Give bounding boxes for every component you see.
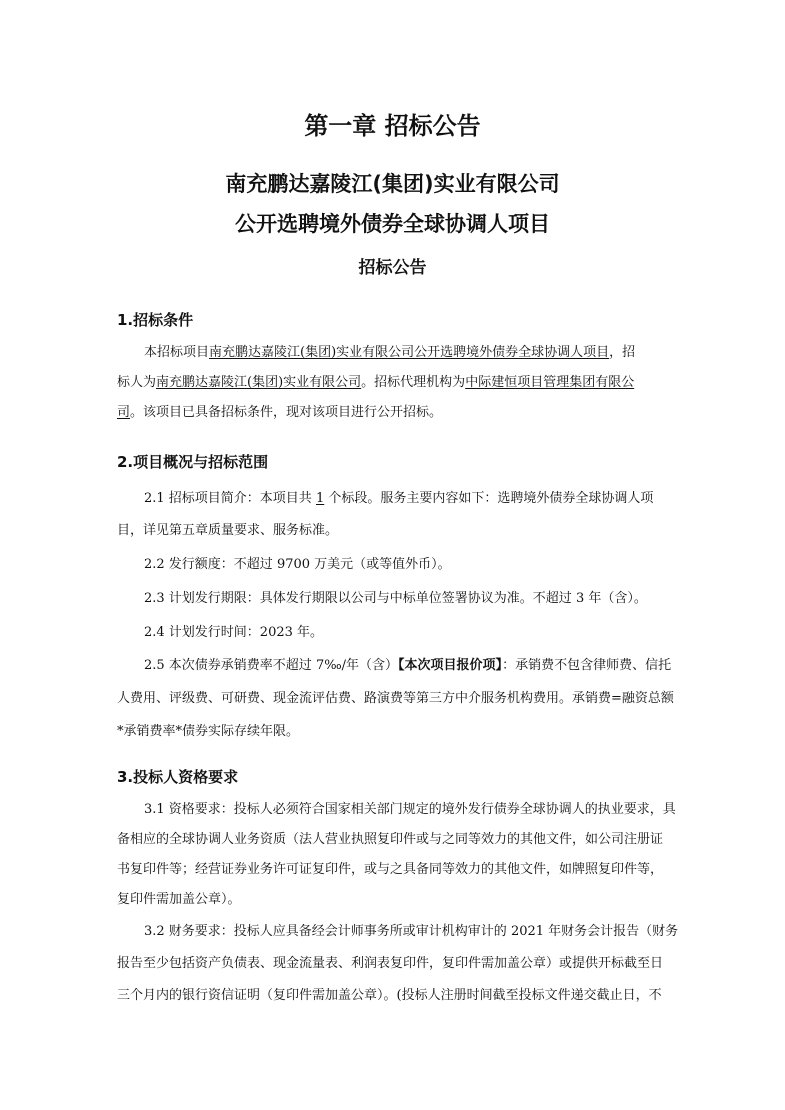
tenderer-name-underlined: 南充鹏达嘉陵江(集团)实业有限公司 — [156, 375, 362, 390]
s1-text: 。招标代理机构为 — [361, 375, 466, 390]
s2-item-2-5-cont2: *承销费率*债券实际存续年限。 — [117, 724, 300, 739]
s1-text: 。该项目已具备招标条件，现对该项目进行公开招标。 — [130, 405, 443, 420]
s3-item-3-1-cont: 备相应的全球协调人业务资质（法人营业执照复印件或与之同等效力的其他文件，如公司注册证 — [117, 832, 664, 847]
project-title: 公开选聘境外债券全球协调人项目 — [235, 212, 550, 236]
s2-item-2-2: 2.2 发行额度：不超过 9700 万美元（或等值外币）。 — [144, 557, 451, 572]
s2-item-2-3: 2.3 计划发行期限：具体发行期限以公司与中标单位签署协议为准。不超过 3 年（含）。 — [144, 591, 647, 606]
s3-item-3-1-cont2: 书复印件等；经营证券业务许可证复印件，或与之具备同等效力的其他文件，如牌照复印件等， — [117, 862, 664, 877]
s2-item-2-1 — [144, 487, 653, 506]
s1-line-1 — [144, 341, 635, 360]
section-3-heading: 3.投标人资格要求 — [117, 768, 239, 786]
s2-text: 个标段。服务主要内容如下：选聘境外债券全球协调人项 — [324, 491, 654, 506]
s1-line-3 — [117, 401, 674, 420]
s3-item-3-2-cont: 报告至少包括资产负债表、现金流量表、利润表复印件，复印件需加盖公章）或提供开标截至日 — [117, 956, 664, 971]
s1-line-2 — [117, 371, 674, 390]
s2-text: 2.1 招标项目简介：本项目共 — [144, 491, 316, 506]
agency-name-underlined: 中际建恒项目管理集团有限公 — [465, 375, 635, 390]
s2-text: ：承销费不包含律师费、信托 — [502, 658, 672, 673]
project-name-underlined: 南充鹏达嘉陵江(集团)实业有限公司公开选聘境外债券全球协调人项目 — [209, 345, 610, 360]
s2-item-2-1-cont: 目，详见第五章质量要求、服务标准。 — [117, 523, 339, 538]
s3-item-3-2-cont2: 三个月内的银行资信证明（复印件需加盖公章）。(投标人注册时间截至投标文件递交截止日，不 — [117, 988, 662, 1003]
quote-item-bold: 【本次项目报价项】 — [398, 658, 503, 673]
agency-name-underlined-end: 司 — [117, 405, 131, 420]
s3-item-3-1: 3.1 资格要求：投标人必须符合国家相关部门规定的境外发行债券全球协调人的执业要求，具 — [144, 802, 676, 817]
announcement-title: 招标公告 — [358, 258, 427, 278]
s3-item-3-2: 3.2 财务要求：投标人应具备经会计师事务所或审计机构审计的 2021 年财务会计报告（财务 — [144, 924, 679, 939]
s2-item-2-4: 2.4 计划发行时间：2023 年。 — [144, 625, 324, 640]
s1-text: ，招 — [609, 345, 636, 360]
s3-item-3-1-cont3: 复印件需加盖公章）。 — [117, 892, 241, 907]
s1-text: 标人为 — [117, 375, 157, 390]
s2-text: 2.5 本次债券承销费率不超过 7‰/年（含） — [144, 658, 399, 673]
chapter-title: 第一章 招标公告 — [304, 112, 481, 140]
s2-item-2-5-cont: 人费用、评级费、可研费、现金流评估费、路演费等第三方中介服务机构费用。承销费=融资总额 — [117, 691, 674, 706]
section-1-heading: 1.招标条件 — [117, 311, 194, 329]
s2-item-2-5 — [144, 654, 671, 673]
section-2-heading: 2.项目概况与招标范围 — [117, 453, 269, 471]
s1-text: 本招标项目 — [144, 345, 210, 360]
company-title: 南充鹏达嘉陵江(集团)实业有限公司 — [225, 172, 560, 196]
lot-count: 1 — [315, 491, 325, 506]
